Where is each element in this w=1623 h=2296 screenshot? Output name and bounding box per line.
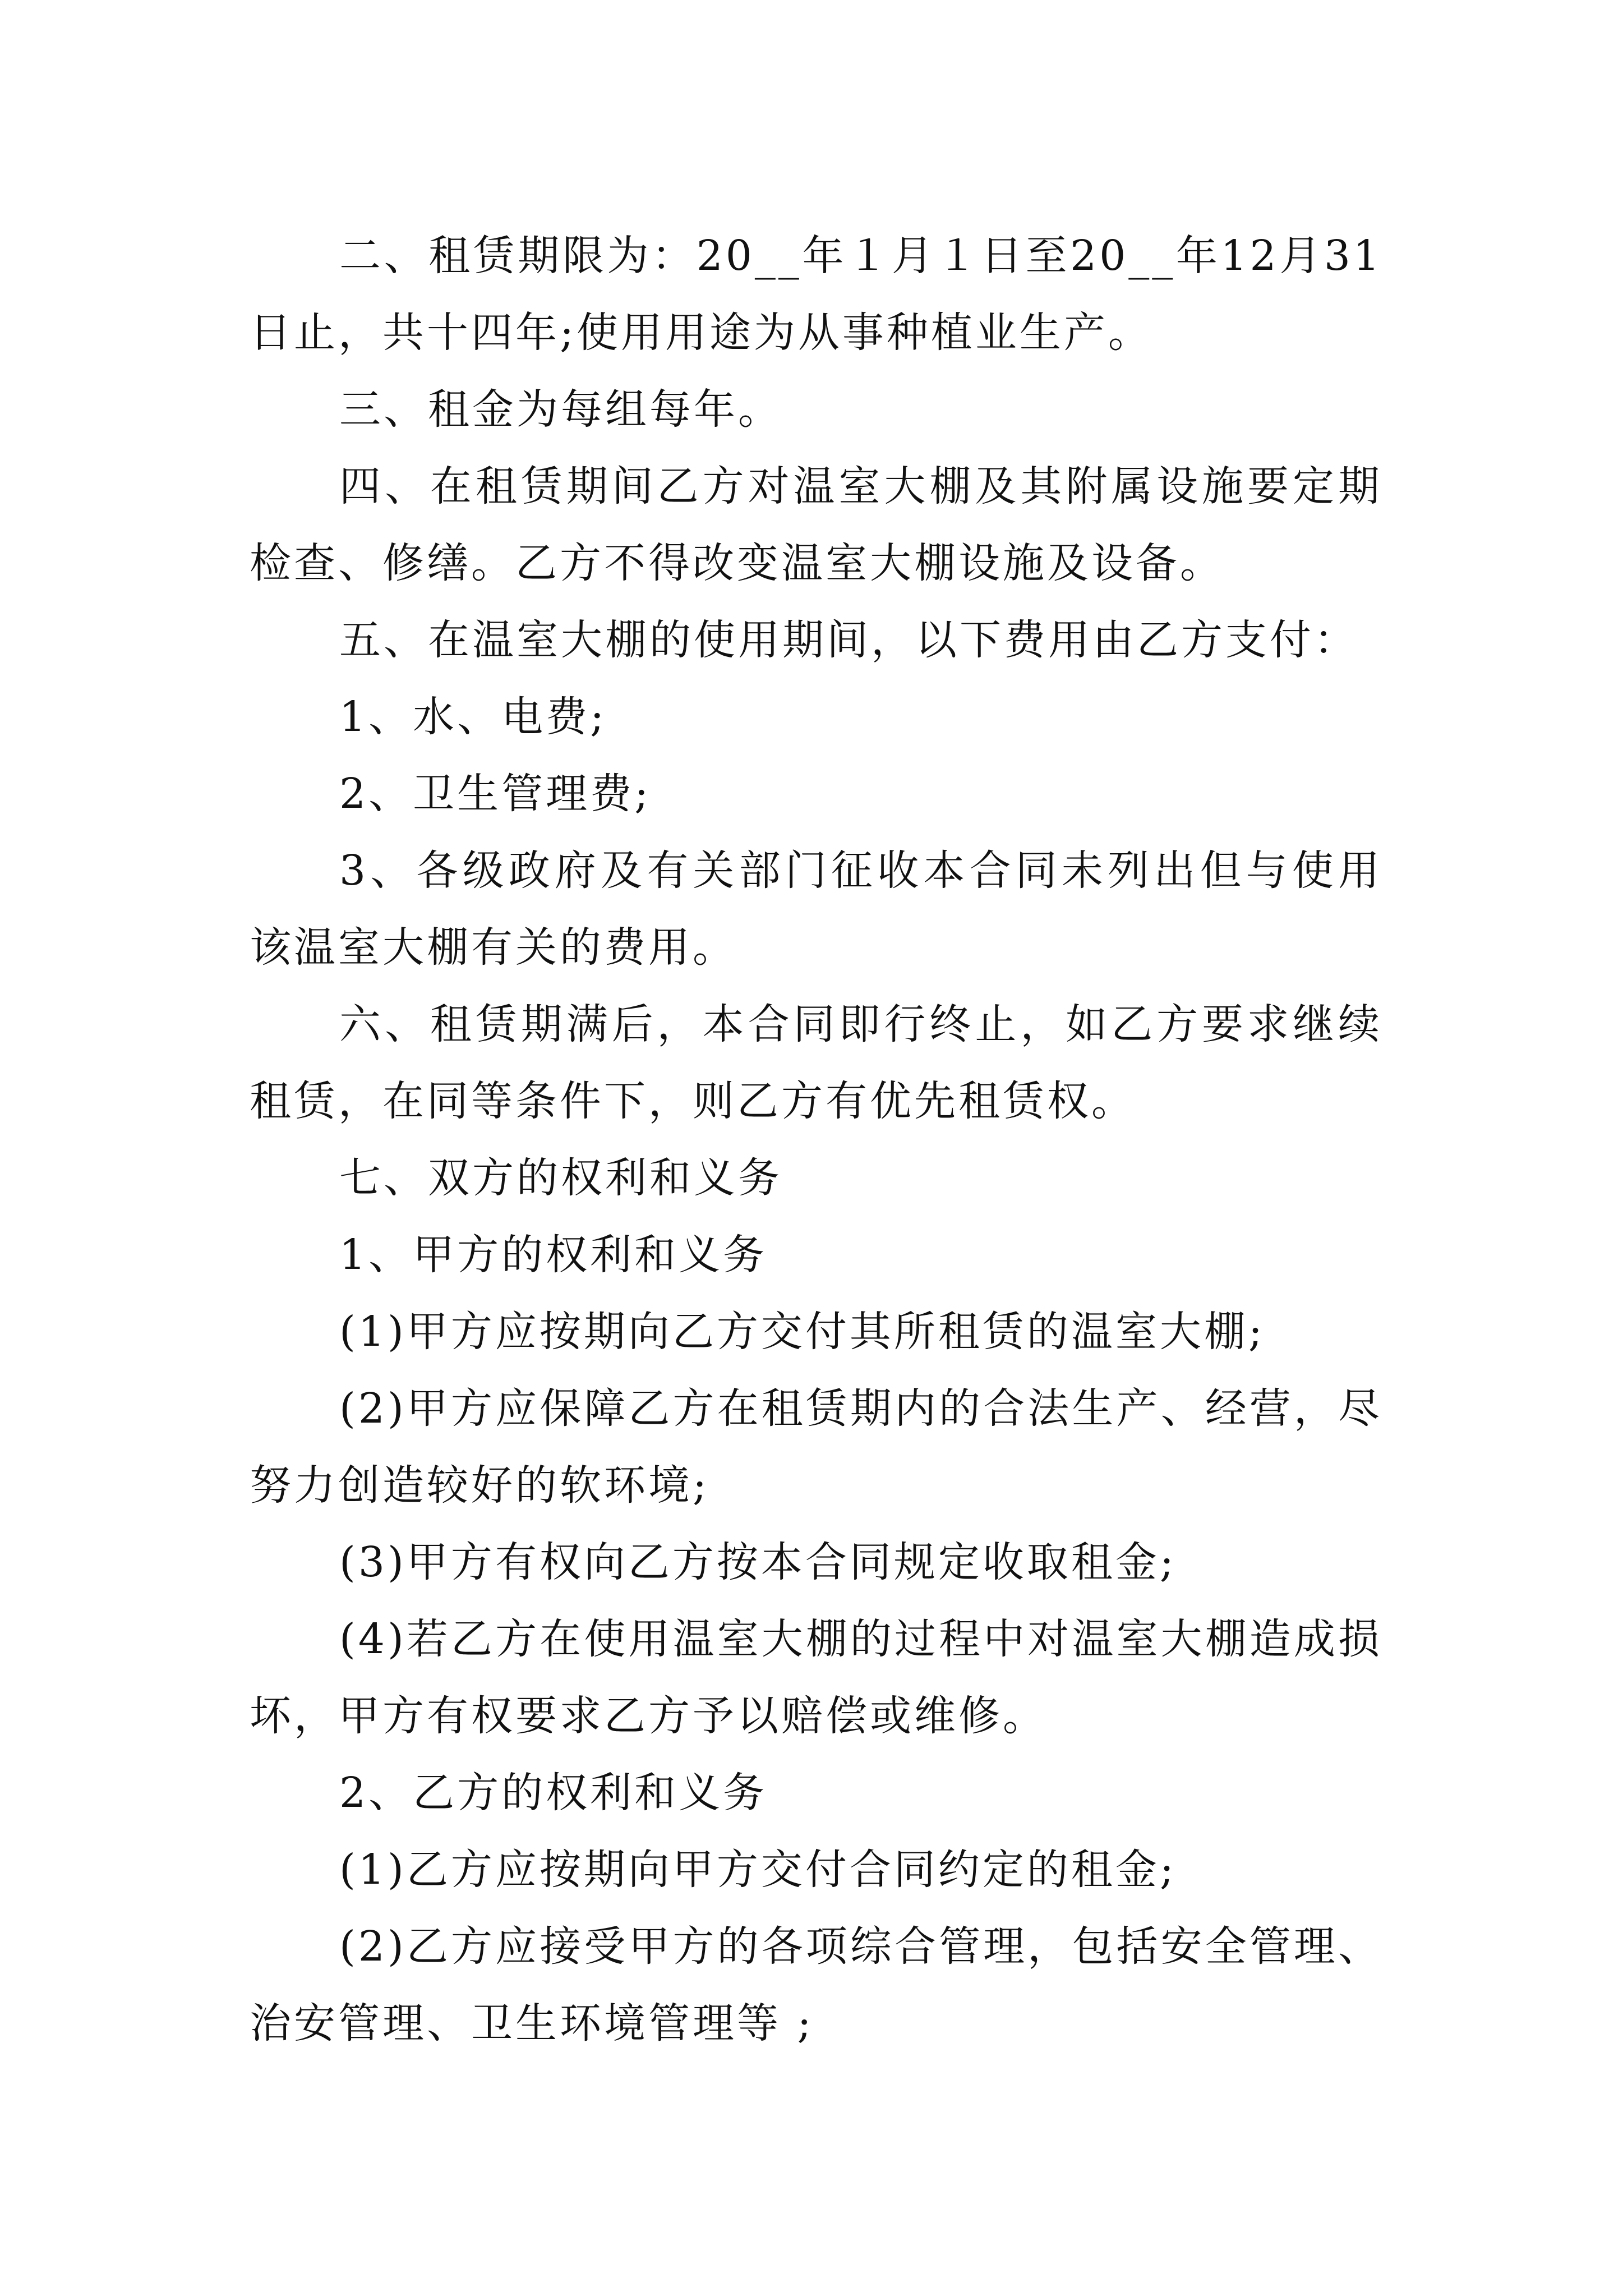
paragraph-party-b-item-2: (2)乙方应接受甲方的各项综合管理，包括安全管理、治安管理、卫生环境管理等 ; [250,1922,1382,2047]
paragraph-party-b-heading: 2、乙方的权利和义务 [339,1769,768,1817]
paragraph-party-a-item-3: (3)甲方有权向乙方按本合同规定收取租金; [339,1538,1177,1586]
paragraph-fee-utilities: 1、水、电费; [339,693,607,741]
paragraph-party-a-item-4: (4)若乙方在使用温室大棚的过程中对温室大棚造成损坏，甲方有权要求乙方予以赔偿或维修。 [250,1615,1382,1740]
paragraph-renewal: 六、租赁期满后，本合同即行终止，如乙方要求继续租赁，在同等条件下，则乙方有优先租赁权。 [250,1000,1382,1125]
paragraph-lease-term: 二、租赁期限为：20__年１月１日至20__年12月31日止，共十四年;使用用途为从事种植业生产。 [250,232,1382,357]
paragraph-party-a-item-1: (1)甲方应按期向乙方交付其所租赁的温室大棚; [339,1308,1265,1356]
paragraph-rent: 三、租金为每组每年。 [339,385,782,434]
paragraph-party-b-item-1: (1)乙方应按期向甲方交付合同约定的租金; [339,1846,1177,1894]
paragraph-fee-government: 3、各级政府及有关部门征收本合同未列出但与使用该温室大棚有关的费用。 [250,846,1382,972]
paragraph-party-a-heading: 1、甲方的权利和义务 [339,1231,768,1279]
paragraph-rights-heading: 七、双方的权利和义务 [339,1154,782,1202]
paragraph-fee-sanitation: 2、卫生管理费; [339,770,652,818]
document-body [250,218,1382,2062]
paragraph-fees-heading: 五、在温室大棚的使用期间，以下费用由乙方支付： [339,616,1358,664]
paragraph-maintenance: 四、在租赁期间乙方对温室大棚及其附属设施要定期检查、修缮。乙方不得改变温室大棚设施及设备。 [250,462,1382,587]
paragraph-party-a-item-2: (2)甲方应保障乙方在租赁期内的合法生产、经营，尽努力创造较好的软环境; [250,1384,1382,1510]
